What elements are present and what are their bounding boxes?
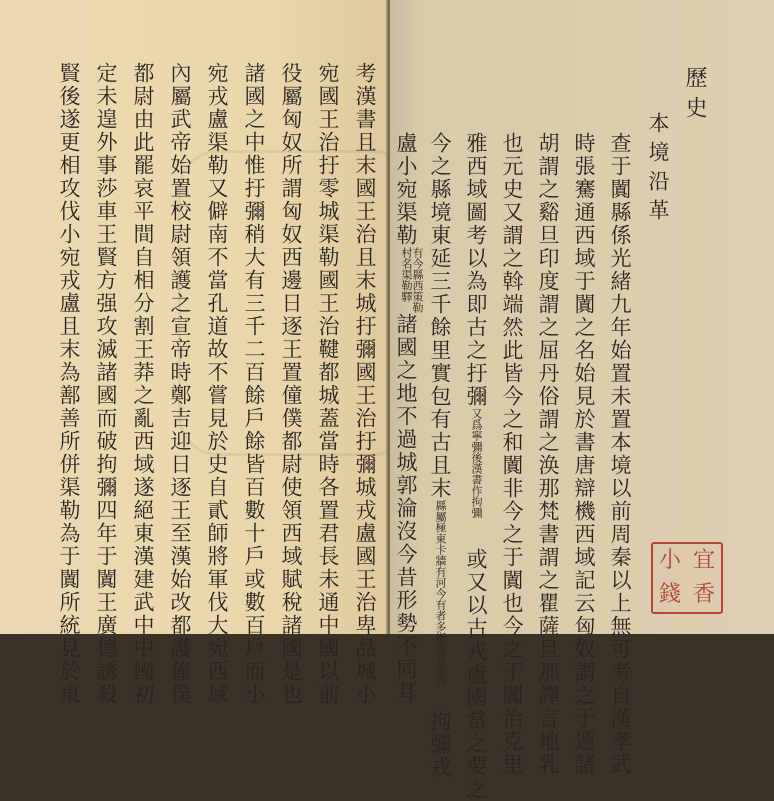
page-title: 歷史 [682, 66, 707, 126]
right-column-5-text-a: 雅西域圖考以為即古之扜彌 [464, 132, 488, 408]
right-column-6-note: 縣屬極東卡牆有河今有者多指爲且末河 [434, 500, 447, 687]
left-column-4: 諸國之中惟扜彌稍大有三千二百餘戶餘皆百數十戶或數百戶而小 [242, 62, 266, 706]
right-page [390, 0, 774, 801]
seal-char-3: 錢 [658, 582, 681, 607]
left-column-2: 宛國王治扜零城渠勒國王治鞬都城蓋當時各置君長未通中國以前 [316, 62, 340, 706]
right-column-5-text-b: 或又以古戎盧國當之要之 [464, 548, 488, 801]
left-column-6: 內屬武帝始置校尉領護之宣帝時鄭吉迎日逐王至漢始改都護僮僕 [168, 62, 192, 706]
right-column-6-text-b: 拘彌戎 [428, 710, 452, 779]
left-column-1: 考漢書且末國王治且末城扜彌國王治扜彌城戎盧國王治卑品城小 [353, 62, 377, 706]
right-column-5 [463, 132, 489, 801]
left-column-8: 定未遑外事莎車王賢方强攻滅諸國而破拘彌四年于闐王廣德誘殺 [94, 62, 118, 706]
left-page [0, 0, 388, 706]
right-column-4: 也元史又謂之斡端然此皆今之和闐非今之于闐也今之于闐治克里 [500, 132, 524, 776]
right-column-7-note: 有今縣西策勒村名渠勒驛 [400, 247, 424, 313]
right-column-7-text-a: 盧小宛渠勒 [394, 132, 418, 247]
seal-char-4: 香 [692, 582, 715, 607]
right-column-6-text-a: 今之縣境東延三千餘里實包有古且末 [428, 132, 452, 500]
section-subtitle: 本境沿革 [646, 112, 670, 228]
right-column-3: 胡謂之谿旦印度謂之屈丹俗謂之涣那梵書謂之瞿薩旦那譯言地乳 [536, 132, 560, 776]
left-column-5: 宛戎盧渠勒又僻南不當孔道故不嘗見於史自貳師將軍伐大宛西域 [205, 62, 229, 706]
right-column-2: 時張騫通西域于闐之名始見於書唐辯機西域記云匈奴謂之于遁諸 [572, 132, 596, 776]
left-column-7: 都尉由此罷哀平間自相分割王莽之亂西域遂絕東漢建武中中國初 [131, 62, 155, 706]
right-column-6 [427, 132, 453, 779]
library-seal-stamp [651, 542, 723, 614]
seal-char-2: 宜 [692, 548, 715, 573]
left-column-9: 賢後遂更相攻伐小宛戎盧且末為鄯善所併渠勒為于闐所統見於東 [57, 62, 81, 706]
right-column-7 [393, 132, 423, 704]
right-column-5-note: 又爲寧彌後漢書作拘彌 [470, 408, 483, 518]
left-column-3: 役屬匈奴所謂匈奴西邊日逐王置僮僕都尉使領西域賦稅諸國是也 [279, 62, 303, 706]
right-column-7-text-b: 諸國之地不過城郭淪沒今昔形勢不同耳 [394, 313, 418, 704]
seal-char-1: 小 [658, 548, 681, 573]
right-column-1: 查于闐縣係光緒九年始置未置本境以前周秦以上無可考自漢孝武 [608, 132, 632, 776]
